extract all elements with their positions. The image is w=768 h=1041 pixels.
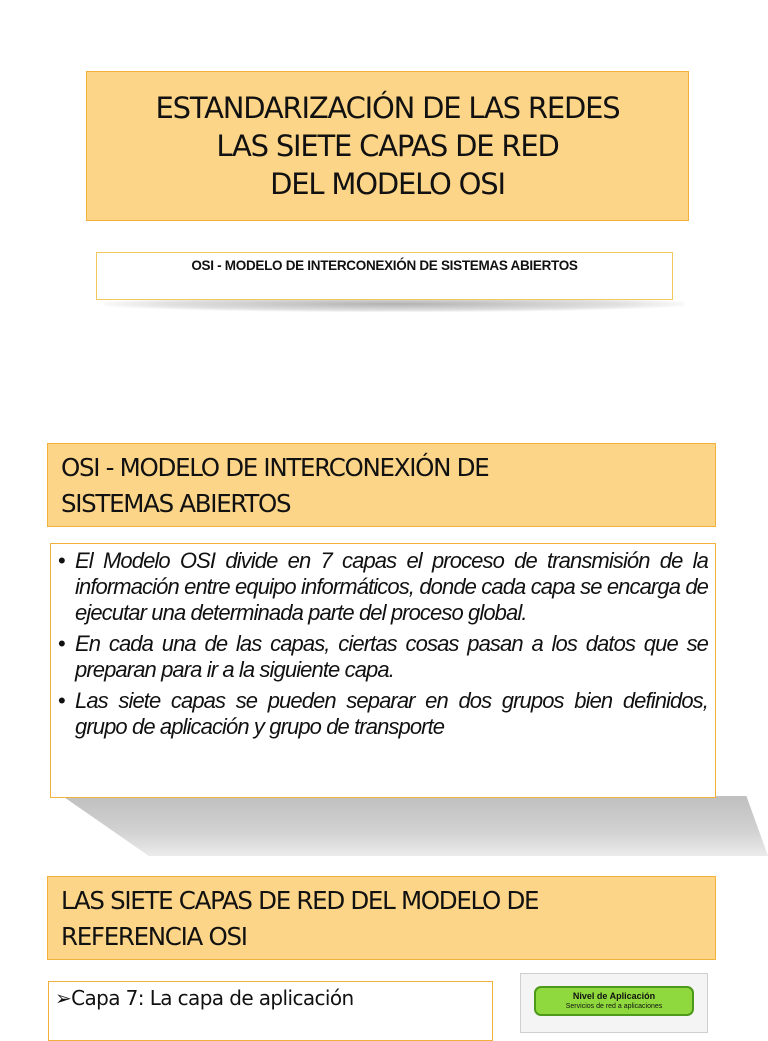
application-layer-thumbnail <box>520 973 708 1033</box>
title-line-2: LAS SIETE CAPAS DE RED <box>216 129 559 163</box>
thumbnail-subtitle: Servicios de red a aplicaciones <box>565 1003 663 1010</box>
section-heading-osi <box>47 443 716 527</box>
bullet-dot: • <box>58 548 66 573</box>
bullet-item <box>58 548 708 626</box>
layer-item-box <box>48 981 493 1041</box>
section-heading-line-1: OSI - MODELO DE INTERCONEXIÓN DE <box>61 453 489 482</box>
bullet-list-box <box>50 543 716 798</box>
bullet-dot: • <box>58 631 66 656</box>
main-title-box <box>86 71 689 221</box>
bullet-text: En cada una de las capas, ciertas cosas pasan a los datos que se preparan para ir a la siguiente capa. <box>75 631 708 682</box>
application-layer-pill <box>534 986 694 1016</box>
section-heading-layers <box>47 876 716 960</box>
bullet-box-shadow <box>48 796 768 856</box>
subtitle-box <box>96 252 673 300</box>
section-heading-line-2: SISTEMAS ABIERTOS <box>61 489 291 518</box>
section-heading-line-1: LAS SIETE CAPAS DE RED DEL MODELO DE <box>61 886 539 915</box>
subtitle-text: OSI - MODELO DE INTERCONEXIÓN DE SISTEMAS ABIERTOS <box>191 258 578 273</box>
bullet-dot: • <box>58 688 66 713</box>
title-line-3: DEL MODELO OSI <box>270 167 505 201</box>
thumbnail-title: Nivel de Aplicación <box>572 991 656 1001</box>
bullet-item <box>58 631 708 683</box>
section-heading-line-2: REFERENCIA OSI <box>61 922 247 951</box>
bullet-item <box>58 688 708 740</box>
bullet-text: El Modelo OSI divide en 7 capas el proceso de transmisión de la información entre equipo informáticos, donde cada capa se encarga de ejecutar una determinada parte del proceso global. <box>75 548 708 625</box>
title-line-1: ESTANDARIZACIÓN DE LAS REDES <box>155 91 620 125</box>
layer-item-text: ➢Capa 7: La capa de aplicación <box>55 986 354 1010</box>
bullet-text: Las siete capas se pueden separar en dos grupos bien definidos, grupo de aplicación y grupo de transporte <box>75 688 708 739</box>
